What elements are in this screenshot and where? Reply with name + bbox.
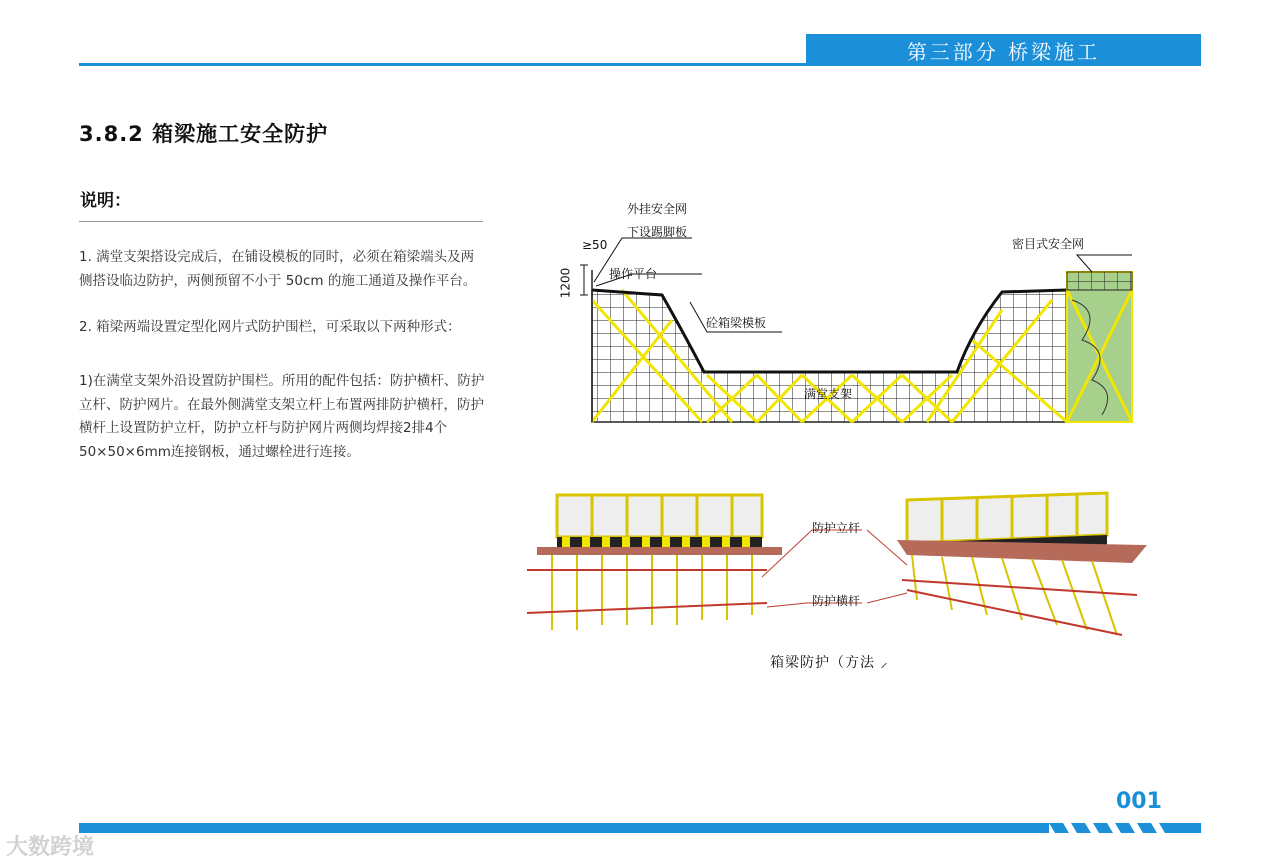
- left-guardrail: [527, 495, 782, 630]
- cross-section-diagram: [532, 190, 1142, 440]
- label-height-1200: 1200: [558, 267, 573, 299]
- label-full-scaffold: 满堂支架: [804, 387, 853, 401]
- label-safety-net: 外挂安全网: [627, 202, 688, 216]
- figure-caption: 箱梁防护（方法 ⸝: [770, 655, 889, 671]
- footer-bar: [79, 823, 1049, 833]
- section-subtitle: 说明：: [80, 191, 131, 211]
- label-guard-post: 防护立杆: [812, 521, 861, 535]
- label-guard-rail: 防护横杆: [812, 594, 861, 608]
- guardrail-rendering: [522, 485, 1152, 645]
- paragraph-2: 2. 箱梁两端设置定型化网片式防护围栏，可采取以下两种形式：: [79, 319, 461, 335]
- label-operation-platform: 操作平台: [609, 267, 658, 281]
- cross-section-svg: [532, 190, 1142, 440]
- label-toe-board: 下设踢脚板: [627, 225, 688, 239]
- section-tab: 第三部分 桥梁施工: [806, 34, 1201, 66]
- label-box-girder-formwork: 砼箱梁模板: [706, 316, 767, 330]
- header-rule: [79, 63, 1201, 66]
- label-min-50: ≥50: [582, 238, 608, 252]
- right-guardrail: [897, 493, 1147, 635]
- page-title: 3.8.2 箱梁施工安全防护: [79, 122, 329, 146]
- subtitle-rule: [79, 221, 483, 222]
- paragraph-3: 1)在满堂支架外沿设置防护围栏。所用的配件包括：防护横杆、防护立杆、防护网片。在最外侧满堂支架立杆上布置两排防护横杆，防护横杆上设置防护立杆，防护立杆与防护网片两侧均焊接2排4个50×50×6mm连接钢板，通过螺栓进行连接。: [79, 373, 485, 460]
- footer-stripes: [1049, 823, 1201, 833]
- watermark: 大数跨境: [6, 835, 95, 860]
- paragraph-1: 1. 满堂支架搭设完成后，在铺设模板的同时，必须在箱梁端头及两侧搭设临边防护，两侧预留不小于 50cm 的施工通道及操作平台。: [79, 249, 477, 289]
- label-dense-mesh-net: 密目式安全网: [1012, 237, 1085, 251]
- guardrail-svg: [522, 485, 1152, 645]
- page-number: 001: [1116, 789, 1162, 814]
